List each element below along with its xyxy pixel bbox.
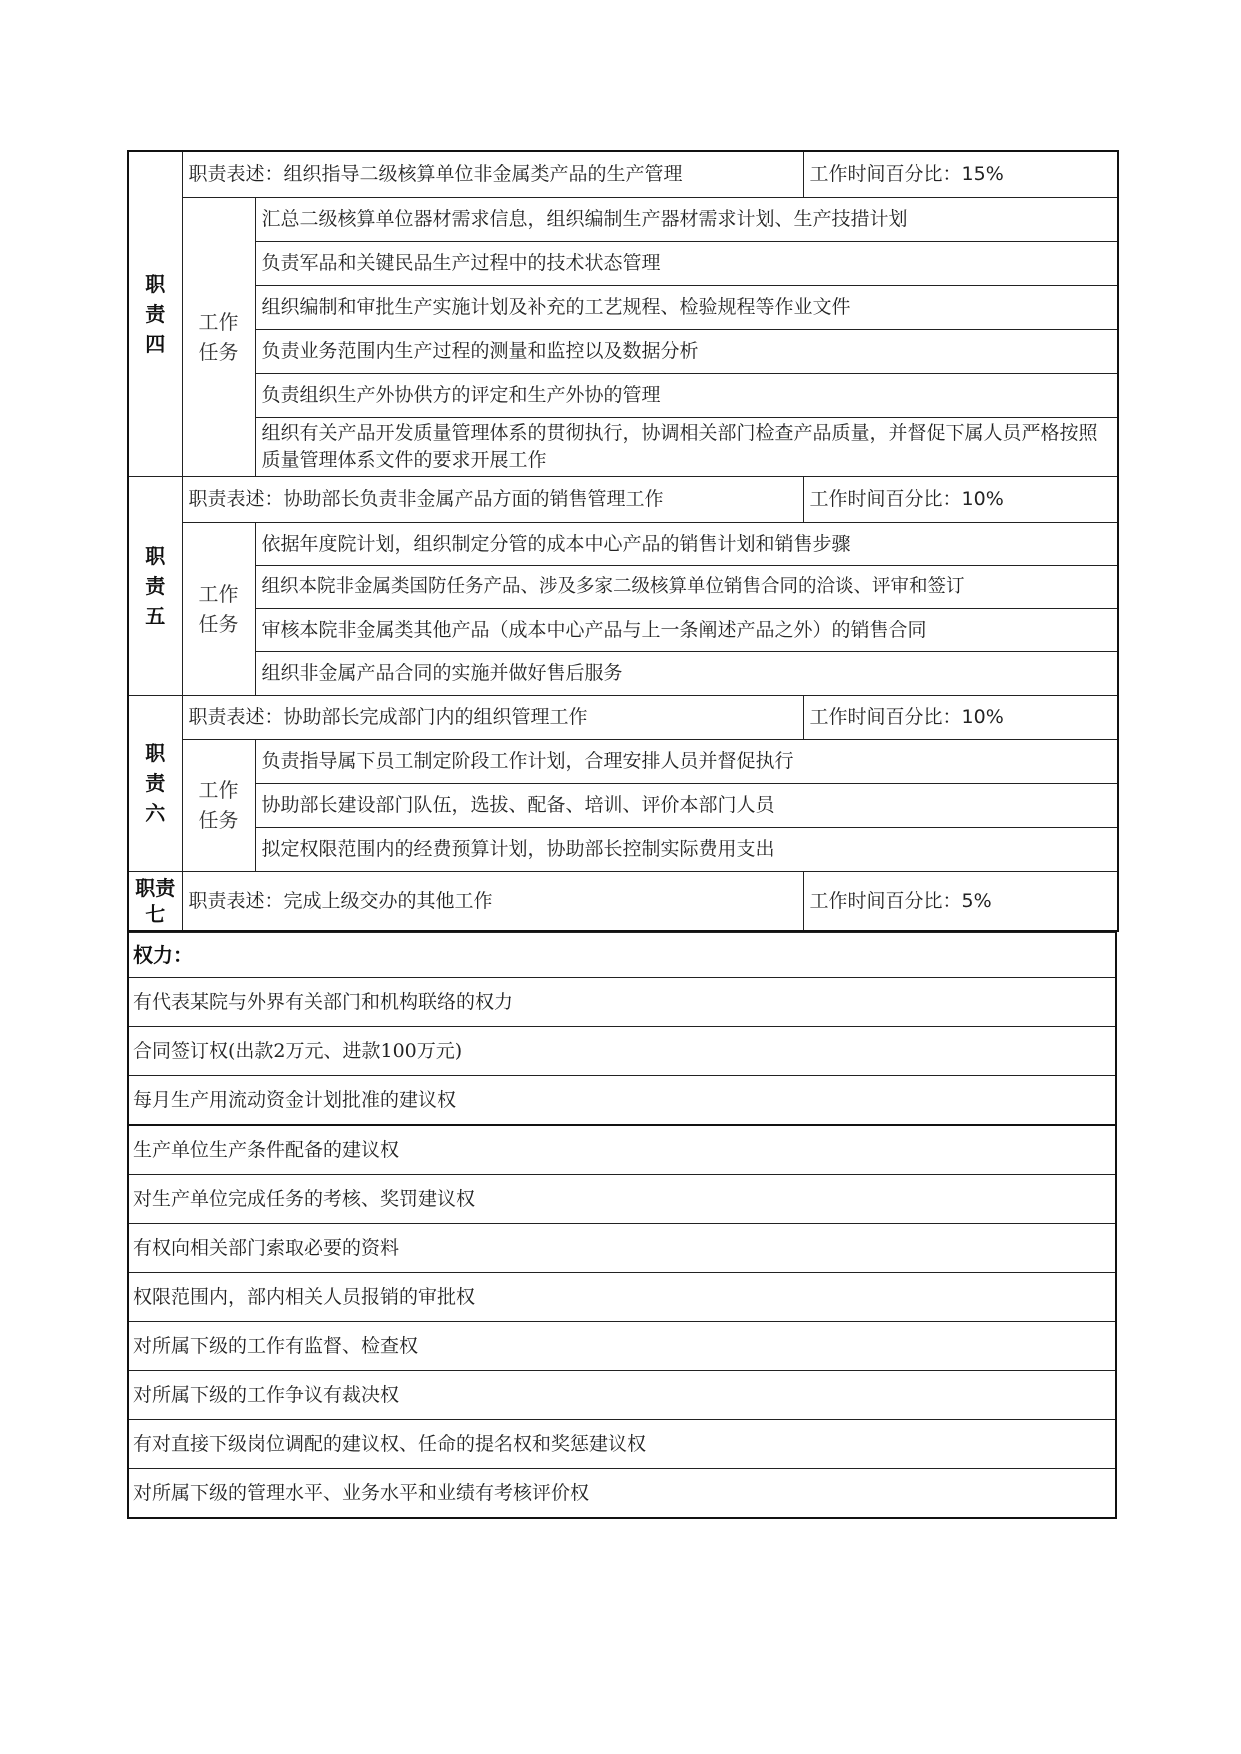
table-row (128, 1175, 1116, 1224)
duties-table (127, 150, 1119, 932)
table-row (128, 329, 1118, 373)
power-item-10: 有对直接下级岗位调配的建议权、任命的提名权和奖惩建议权 (128, 1420, 1116, 1469)
table-row (128, 1469, 1116, 1519)
table-row (128, 1420, 1116, 1469)
duty-5-task-4: 组织非金属产品合同的实施并做好售后服务 (255, 651, 1118, 695)
duty-6-task-1: 负责指导属下员工制定阶段工作计划，合理安排人员并督促执行 (255, 739, 1118, 783)
duty-5-task-2: 组织本院非金属类国防任务产品、涉及多家二级核算单位销售合同的洽谈、评审和签订 (255, 565, 1118, 608)
table-row (128, 1371, 1116, 1420)
power-item-6: 有权向相关部门索取必要的资料 (128, 1224, 1116, 1273)
duty-6-task-3: 拟定权限范围内的经费预算计划，协助部长控制实际费用支出 (255, 827, 1118, 871)
duty-4-work-label: 工作任务 (182, 197, 255, 476)
duty-5-description-row (128, 476, 1118, 522)
table-row (128, 608, 1118, 651)
power-item-5: 对生产单位完成任务的考核、奖罚建议权 (128, 1175, 1116, 1224)
table-row (128, 1027, 1116, 1076)
power-item-4: 生产单位生产条件配备的建议权 (128, 1125, 1116, 1175)
duty-5-task-1: 依据年度院计划，组织制定分管的成本中心产品的销售计划和销售步骤 (255, 522, 1118, 565)
table-row (128, 1273, 1116, 1322)
duty-7-description-row (128, 871, 1118, 931)
table-row (128, 285, 1118, 329)
duty-6-description-row (128, 695, 1118, 739)
duty-7-percent: 工作时间百分比：5% (803, 871, 1118, 931)
table-row (128, 417, 1118, 476)
table-row (128, 522, 1118, 565)
power-item-2: 合同签订权(出款2万元、进款100万元) (128, 1027, 1116, 1076)
duty-4-percent: 工作时间百分比：15% (803, 151, 1118, 197)
table-row (128, 651, 1118, 695)
table-row (128, 1224, 1116, 1273)
table-row (128, 197, 1118, 241)
duty-6-task-2: 协助部长建设部门队伍，选拔、配备、培训、评价本部门人员 (255, 783, 1118, 827)
powers-title: 权力： (128, 933, 1116, 978)
duty-5-description: 职责表述：协助部长负责非金属产品方面的销售管理工作 (182, 476, 803, 522)
duty-4-task-3: 组织编制和审批生产实施计划及补充的工艺规程、检验规程等作业文件 (255, 285, 1118, 329)
table-row (128, 565, 1118, 608)
table-row (128, 1125, 1116, 1175)
duty-4-task-1: 汇总二级核算单位器材需求信息，组织编制生产器材需求计划、生产技措计划 (255, 197, 1118, 241)
table-row (128, 978, 1116, 1027)
table-row (128, 241, 1118, 285)
duty-4-task-5: 负责组织生产外协供方的评定和生产外协的管理 (255, 373, 1118, 417)
duty-6-description: 职责表述：协助部长完成部门内的组织管理工作 (182, 695, 803, 739)
duty-4-task-2: 负责军品和关键民品生产过程中的技术状态管理 (255, 241, 1118, 285)
duty-5-label: 职责五 (128, 476, 182, 695)
table-row (128, 1076, 1116, 1126)
duty-6-label: 职责六 (128, 695, 182, 871)
power-item-9: 对所属下级的工作争议有裁决权 (128, 1371, 1116, 1420)
power-item-7: 权限范围内，部内相关人员报销的审批权 (128, 1273, 1116, 1322)
duty-7-description: 职责表述：完成上级交办的其他工作 (182, 871, 803, 931)
power-item-11: 对所属下级的管理水平、业务水平和业绩有考核评价权 (128, 1469, 1116, 1519)
power-item-3: 每月生产用流动资金计划批准的建议权 (128, 1076, 1116, 1126)
power-item-8: 对所属下级的工作有监督、检查权 (128, 1322, 1116, 1371)
table-row (128, 783, 1118, 827)
duty-6-percent: 工作时间百分比：10% (803, 695, 1118, 739)
table-row (128, 739, 1118, 783)
duty-5-work-label: 工作任务 (182, 522, 255, 695)
duty-4-description-row (128, 151, 1118, 197)
powers-header-row (128, 933, 1116, 978)
powers-table (127, 932, 1117, 1519)
duty-4-task-6: 组织有关产品开发质量管理体系的贯彻执行，协调相关部门检查产品质量，并督促下属人员严格按照质量管理体系文件的要求开展工作 (255, 417, 1118, 476)
duty-6-work-label: 工作任务 (182, 739, 255, 871)
table-row (128, 373, 1118, 417)
duty-5-percent: 工作时间百分比：10% (803, 476, 1118, 522)
table-row (128, 1322, 1116, 1371)
job-description-document (127, 150, 1117, 1519)
power-item-1: 有代表某院与外界有关部门和机构联络的权力 (128, 978, 1116, 1027)
duty-4-description: 职责表述：组织指导二级核算单位非金属类产品的生产管理 (182, 151, 803, 197)
duty-5-task-3: 审核本院非金属类其他产品（成本中心产品与上一条阐述产品之外）的销售合同 (255, 608, 1118, 651)
duty-4-task-4: 负责业务范围内生产过程的测量和监控以及数据分析 (255, 329, 1118, 373)
duty-4-label: 职责四 (128, 151, 182, 476)
table-row (128, 827, 1118, 871)
duty-7-label: 职责七 (128, 871, 182, 931)
